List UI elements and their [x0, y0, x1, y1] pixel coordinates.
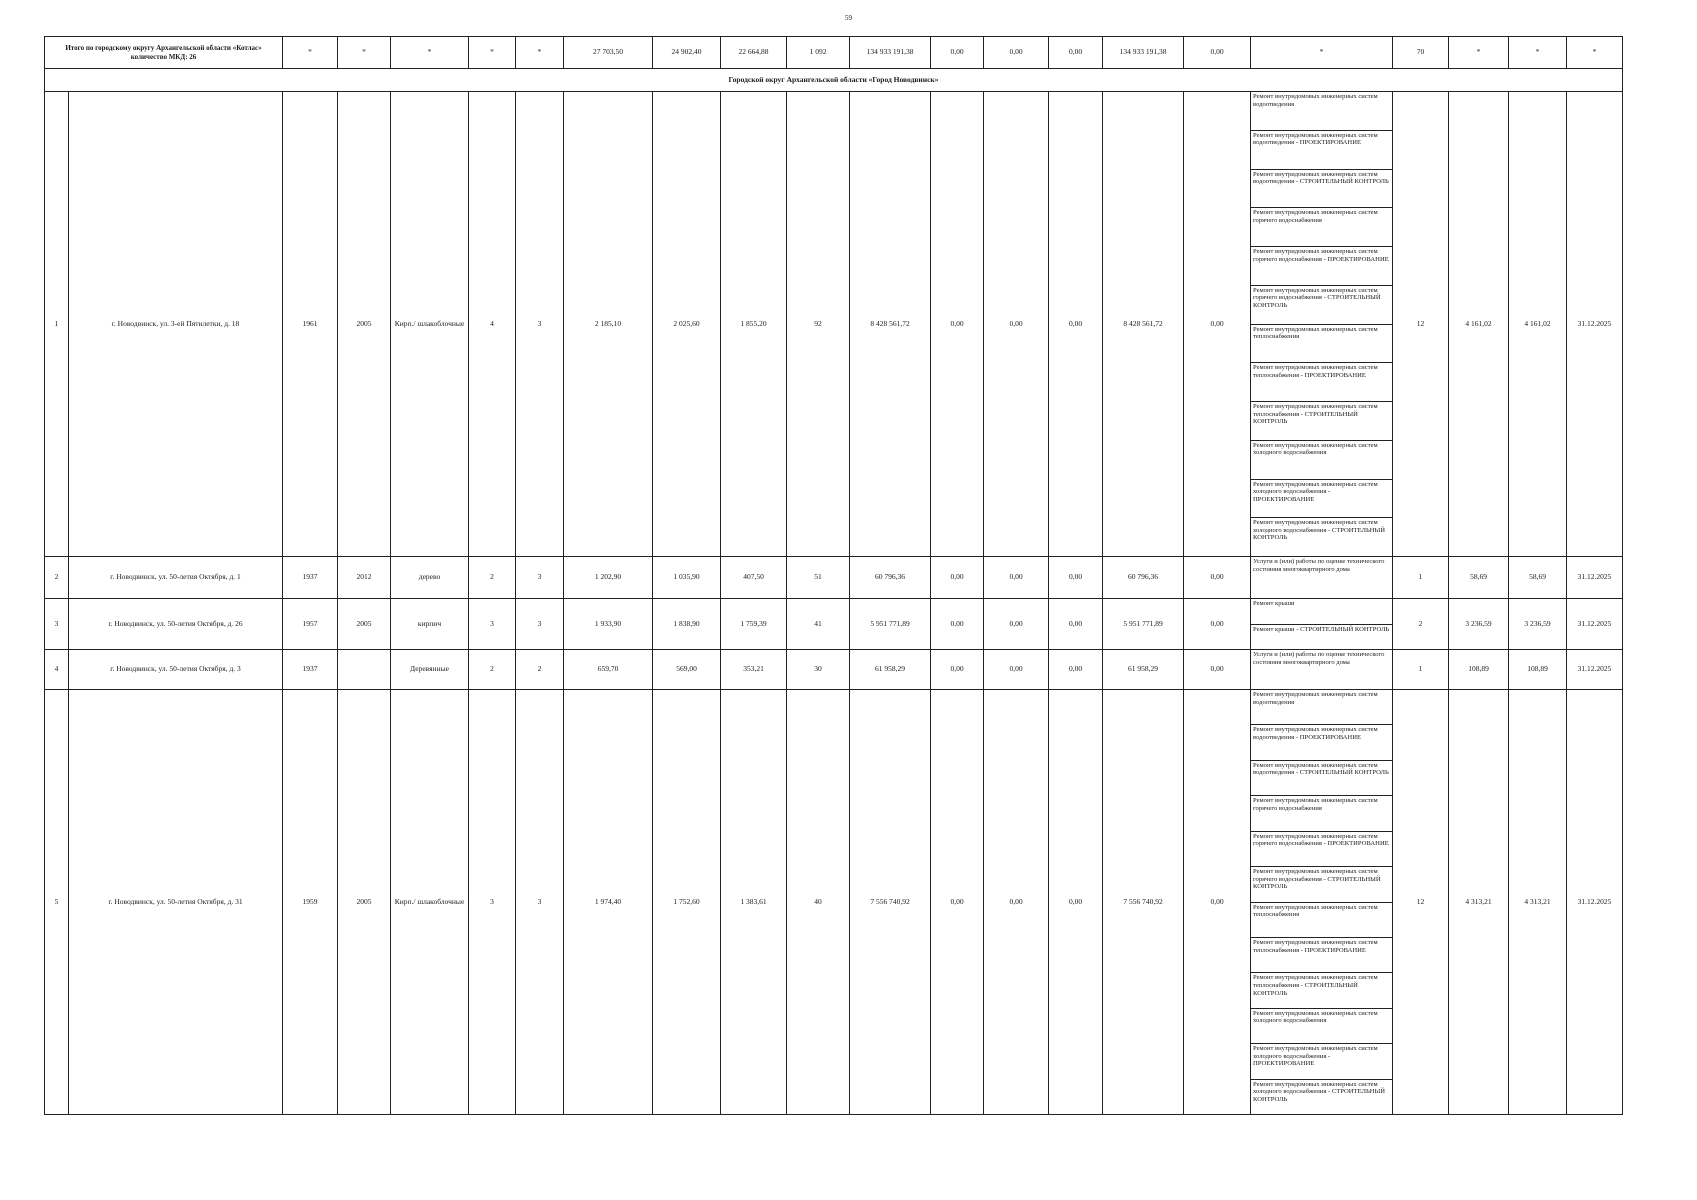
fund-other-cell: 0,00: [1184, 650, 1251, 690]
work-item: Ремонт внутридомовых инженерных систем холодного водоснабжения - СТРОИТЕЛЬНЫЙ КОНТРОЛЬ: [1253, 1080, 1386, 1103]
deadline-cell: 31.12.2025: [1567, 690, 1623, 1115]
repair-register-table: [44, 36, 1623, 1115]
total-work-count: 70: [1393, 37, 1449, 69]
total-cell: *: [338, 37, 391, 69]
year-built-cell: 1959: [283, 690, 338, 1115]
year-repair-cell: 2012: [338, 557, 391, 599]
total-cell: *: [469, 37, 516, 69]
cost-total-cell: 8 428 561,72: [850, 92, 931, 557]
work-item: Ремонт внутридомовых инженерных систем теплоснабжения: [1251, 903, 1392, 938]
year-built-cell: 1937: [283, 650, 338, 690]
area-residential-cell: 1 855,20: [721, 92, 787, 557]
work-count-cell: 2: [1393, 599, 1449, 650]
entrances-cell: 2: [516, 650, 564, 690]
floors-cell: 3: [469, 599, 516, 650]
unit-cost-cell: 4 313,21: [1449, 690, 1509, 1115]
wall-material-cell: кирпич: [391, 599, 469, 650]
table-row: [45, 599, 1623, 650]
fund-owners-cell: 61 958,29: [1103, 650, 1184, 690]
area-premises-cell: 1 752,60: [653, 690, 721, 1115]
total-area-cell: 1 933,90: [564, 599, 653, 650]
entrances-cell: 3: [516, 92, 564, 557]
total-fund-federal: 0,00: [931, 37, 984, 69]
work-item: Ремонт внутридомовых инженерных систем холодного водоснабжения - СТРОИТЕЛЬНЫЙ КОНТРОЛЬ: [1253, 519, 1386, 542]
total-area-cell: 659,70: [564, 650, 653, 690]
floors-cell: 2: [469, 557, 516, 599]
work-item: Ремонт внутридомовых инженерных систем теплоснабжения - ПРОЕКТИРОВАНИЕ: [1251, 363, 1392, 402]
unit-cost-max-cell: 4 161,02: [1509, 92, 1567, 557]
total-cell: *: [1509, 37, 1567, 69]
fund-local-cell: 0,00: [1049, 557, 1103, 599]
unit-cost-cell: 4 161,02: [1449, 92, 1509, 557]
wall-material-cell: Деревянные: [391, 650, 469, 690]
year-repair-cell: [338, 650, 391, 690]
fund-federal-cell: 0,00: [931, 650, 984, 690]
work-items: [1251, 557, 1392, 598]
fund-local-cell: 0,00: [1049, 690, 1103, 1115]
residents-cell: 41: [787, 599, 850, 650]
address-cell: г. Новодвинск, ул. 3-ей Пятилетки, д. 18: [69, 92, 283, 557]
work-item: Ремонт внутридомовых инженерных систем водоотведения - ПРОЕКТИРОВАНИЕ: [1251, 725, 1392, 760]
cost-total-cell: 7 556 740,92: [850, 690, 931, 1115]
work-item: Ремонт внутридомовых инженерных систем водоотведения: [1251, 690, 1392, 725]
fund-regional-cell: 0,00: [984, 690, 1049, 1115]
total-area-residential: 22 664,88: [721, 37, 787, 69]
unit-cost-max-cell: 58,69: [1509, 557, 1567, 599]
work-count-cell: 1: [1393, 650, 1449, 690]
unit-cost-max-cell: 4 313,21: [1509, 690, 1567, 1115]
row-number: 1: [45, 92, 69, 557]
unit-cost-cell: 108,89: [1449, 650, 1509, 690]
section-header-row: [45, 69, 1623, 92]
floors-cell: 3: [469, 690, 516, 1115]
work-item: Ремонт внутридомовых инженерных систем водоотведения - ПРОЕКТИРОВАНИЕ: [1251, 131, 1392, 170]
wall-material-cell: дерево: [391, 557, 469, 599]
area-premises-cell: 569,00: [653, 650, 721, 690]
work-count-cell: 1: [1393, 557, 1449, 599]
work-items: [1251, 92, 1392, 556]
page-number: 59: [845, 14, 852, 22]
row-number: 5: [45, 690, 69, 1115]
area-premises-cell: 1 035,90: [653, 557, 721, 599]
unit-cost-cell: 58,69: [1449, 557, 1509, 599]
work-items: [1251, 650, 1392, 689]
area-premises-cell: 2 025,60: [653, 92, 721, 557]
address-cell: г. Новодвинск, ул. 50-летия Октября, д. 26: [69, 599, 283, 650]
fund-federal-cell: 0,00: [931, 557, 984, 599]
total-area-cell: 1 974,40: [564, 690, 653, 1115]
work-list-cell: [1251, 557, 1393, 599]
address-cell: г. Новодвинск, ул. 50-летия Октября, д. 1: [69, 557, 283, 599]
total-total-area: 27 703,50: [564, 37, 653, 69]
work-item: Ремонт внутридомовых инженерных систем холодного водоснабжения: [1251, 441, 1392, 480]
deadline-cell: 31.12.2025: [1567, 557, 1623, 599]
year-built-cell: 1961: [283, 92, 338, 557]
total-cell: *: [1251, 37, 1393, 69]
work-item: Ремонт внутридомовых инженерных систем холодного водоснабжения: [1251, 1009, 1392, 1044]
deadline-cell: 31.12.2025: [1567, 599, 1623, 650]
fund-local-cell: 0,00: [1049, 599, 1103, 650]
total-cell: *: [283, 37, 338, 69]
unit-cost-max-cell: 108,89: [1509, 650, 1567, 690]
total-fund-owners: 134 933 191,38: [1103, 37, 1184, 69]
fund-regional-cell: 0,00: [984, 599, 1049, 650]
total-cell: *: [391, 37, 469, 69]
work-item: Ремонт внутридомовых инженерных систем горячего водоснабжения: [1251, 796, 1392, 831]
work-items: [1251, 690, 1392, 1114]
work-list-cell: [1251, 599, 1393, 650]
work-item: Услуги и (или) работы по оценке технического состояния многоквартирного дома: [1253, 651, 1385, 666]
area-residential-cell: 407,50: [721, 557, 787, 599]
municipality-total-row: [45, 37, 1623, 69]
total-cell: *: [1567, 37, 1623, 69]
residents-cell: 40: [787, 690, 850, 1115]
total-fund-local: 0,00: [1049, 37, 1103, 69]
fund-federal-cell: 0,00: [931, 599, 984, 650]
total-fund-other: 0,00: [1184, 37, 1251, 69]
total-cell: *: [516, 37, 564, 69]
year-repair-cell: 2005: [338, 92, 391, 557]
address-cell: г. Новодвинск, ул. 50-летия Октября, д. 3: [69, 650, 283, 690]
total-residents: 1 092: [787, 37, 850, 69]
fund-regional-cell: 0,00: [984, 557, 1049, 599]
fund-owners-cell: 60 796,36: [1103, 557, 1184, 599]
work-item: Ремонт внутридомовых инженерных систем горячего водоснабжения: [1251, 208, 1392, 247]
work-item: Ремонт внутридомовых инженерных систем теплоснабжения - СТРОИТЕЛЬНЫЙ КОНТРОЛЬ: [1251, 973, 1392, 1008]
total-fund-regional: 0,00: [984, 37, 1049, 69]
fund-other-cell: 0,00: [1184, 92, 1251, 557]
residents-cell: 92: [787, 92, 850, 557]
area-residential-cell: 1 759,39: [721, 599, 787, 650]
section-title: Городской округ Архангельской области «Город Новодвинск»: [45, 69, 1623, 92]
fund-other-cell: 0,00: [1184, 690, 1251, 1115]
unit-cost-cell: 3 236,59: [1449, 599, 1509, 650]
cost-total-cell: 60 796,36: [850, 557, 931, 599]
total-cell: *: [1449, 37, 1509, 69]
entrances-cell: 3: [516, 690, 564, 1115]
entrances-cell: 3: [516, 599, 564, 650]
year-repair-cell: 2005: [338, 599, 391, 650]
work-item: Ремонт внутридомовых инженерных систем горячего водоснабжения - ПРОЕКТИРОВАНИЕ: [1251, 247, 1392, 286]
total-area-cell: 2 185,10: [564, 92, 653, 557]
total-label: Итого по городскому округу Архангельской области «Котлас» количество МКД: 26: [45, 37, 283, 69]
deadline-cell: 31.12.2025: [1567, 650, 1623, 690]
work-list-cell: [1251, 650, 1393, 690]
year-repair-cell: 2005: [338, 690, 391, 1115]
work-count-cell: 12: [1393, 690, 1449, 1115]
table-row: [45, 92, 1623, 557]
fund-federal-cell: 0,00: [931, 92, 984, 557]
residents-cell: 30: [787, 650, 850, 690]
work-item: Ремонт внутридомовых инженерных систем холодного водоснабжения - ПРОЕКТИРОВАНИЕ: [1251, 480, 1392, 519]
year-built-cell: 1937: [283, 557, 338, 599]
address-cell: г. Новодвинск, ул. 50-летия Октября, д. 31: [69, 690, 283, 1115]
table-row: [45, 557, 1623, 599]
area-premises-cell: 1 838,90: [653, 599, 721, 650]
work-item: Ремонт внутридомовых инженерных систем водоотведения - СТРОИТЕЛЬНЫЙ КОНТРОЛЬ: [1251, 761, 1392, 796]
total-area-premises: 24 902,40: [653, 37, 721, 69]
fund-owners-cell: 7 556 740,92: [1103, 690, 1184, 1115]
floors-cell: 4: [469, 92, 516, 557]
residents-cell: 51: [787, 557, 850, 599]
total-area-cell: 1 202,90: [564, 557, 653, 599]
cost-total-cell: 61 958,29: [850, 650, 931, 690]
work-item: Ремонт внутридомовых инженерных систем теплоснабжения - СТРОИТЕЛЬНЫЙ КОНТРОЛЬ: [1251, 402, 1392, 441]
wall-material-cell: Кирп./ шлакоблочные: [391, 92, 469, 557]
wall-material-cell: Кирп./ шлакоблочные: [391, 690, 469, 1115]
total-cost: 134 933 191,38: [850, 37, 931, 69]
work-item: Ремонт внутридомовых инженерных систем горячего водоснабжения - СТРОИТЕЛЬНЫЙ КОНТРОЛЬ: [1251, 286, 1392, 325]
deadline-cell: 31.12.2025: [1567, 92, 1623, 557]
unit-cost-max-cell: 3 236,59: [1509, 599, 1567, 650]
cost-total-cell: 5 951 771,89: [850, 599, 931, 650]
fund-regional-cell: 0,00: [984, 92, 1049, 557]
row-number: 3: [45, 599, 69, 650]
area-residential-cell: 1 383,61: [721, 690, 787, 1115]
fund-owners-cell: 8 428 561,72: [1103, 92, 1184, 557]
work-item: Ремонт крыши: [1251, 599, 1392, 625]
work-item: Услуги и (или) работы по оценке технического состояния многоквартирного дома: [1253, 558, 1385, 573]
work-item: Ремонт внутридомовых инженерных систем горячего водоснабжения - СТРОИТЕЛЬНЫЙ КОНТРОЛЬ: [1251, 867, 1392, 902]
floors-cell: 2: [469, 650, 516, 690]
work-item: Ремонт внутридомовых инженерных систем водоотведения - СТРОИТЕЛЬНЫЙ КОНТРОЛЬ: [1251, 170, 1392, 209]
fund-other-cell: 0,00: [1184, 599, 1251, 650]
table-row: [45, 650, 1623, 690]
work-items: [1251, 599, 1392, 649]
fund-local-cell: 0,00: [1049, 92, 1103, 557]
entrances-cell: 3: [516, 557, 564, 599]
table-row: [45, 690, 1623, 1115]
work-count-cell: 12: [1393, 92, 1449, 557]
work-item: Ремонт внутридомовых инженерных систем горячего водоснабжения - ПРОЕКТИРОВАНИЕ: [1251, 832, 1392, 867]
fund-federal-cell: 0,00: [931, 690, 984, 1115]
work-item: Ремонт внутридомовых инженерных систем теплоснабжения - ПРОЕКТИРОВАНИЕ: [1251, 938, 1392, 973]
fund-other-cell: 0,00: [1184, 557, 1251, 599]
year-built-cell: 1957: [283, 599, 338, 650]
fund-owners-cell: 5 951 771,89: [1103, 599, 1184, 650]
work-list-cell: [1251, 92, 1393, 557]
fund-local-cell: 0,00: [1049, 650, 1103, 690]
area-residential-cell: 353,21: [721, 650, 787, 690]
work-item: Ремонт внутридомовых инженерных систем теплоснабжения: [1251, 325, 1392, 364]
fund-regional-cell: 0,00: [984, 650, 1049, 690]
work-item: Ремонт внутридомовых инженерных систем водоотведения: [1251, 92, 1392, 131]
row-number: 2: [45, 557, 69, 599]
work-item: Ремонт внутридомовых инженерных систем холодного водоснабжения - ПРОЕКТИРОВАНИЕ: [1251, 1044, 1392, 1079]
work-item: Ремонт крыши - СТРОИТЕЛЬНЫЙ КОНТРОЛЬ: [1253, 625, 1390, 633]
row-number: 4: [45, 650, 69, 690]
work-list-cell: [1251, 690, 1393, 1115]
